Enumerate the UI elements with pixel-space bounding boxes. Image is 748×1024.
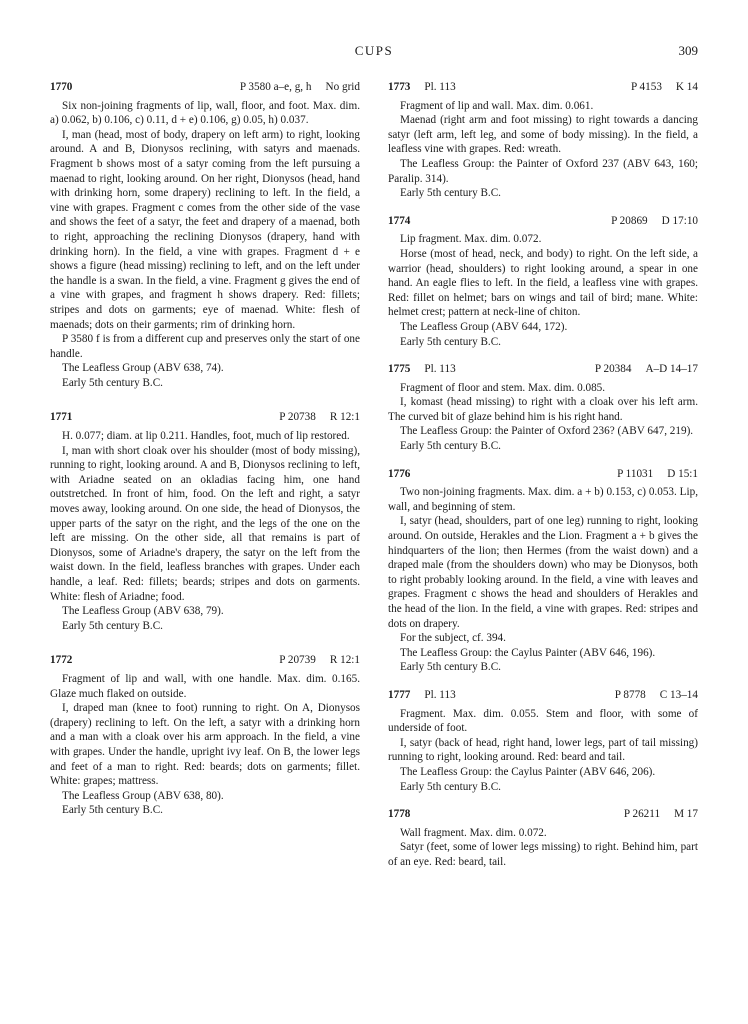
description: Maenad (right arm and foot missing) to right towards a dancing satyr (left arm, left leg, and some of body missing). In the field, a leafless vine with grapes. Red: wreath. [388, 114, 698, 156]
description: Satyr (feet, some of lower legs missing) to right. Behind him, part of an eye. Red: beard, tail. [388, 841, 698, 868]
entry-heading [388, 362, 698, 377]
inventory-number: P 11031 [617, 467, 654, 480]
catalogue-entry-1776 [388, 467, 698, 675]
description: I, draped man (knee to foot) running to right. On A, Dionysos (drapery) reclining to left. On the left, a satyr with a drinking horn and a man with a cloak over his arm approach. In the field, a vine with grapes. Under the handle, upright ivy leaf. On B, the lower legs and feet of a man to right. Red: beards; dots on garments; fillet. White: grapes; mattress. [50, 702, 360, 788]
description: I, komast (head missing) to right with a cloak over his left arm. The curved bit of glaze behind him is his right hand. [388, 396, 698, 423]
entry-number: 1777 [388, 688, 411, 701]
catalogue-entry-1774 [388, 214, 698, 349]
entry-heading [388, 807, 698, 822]
grid-reference: D 15:1 [667, 467, 698, 480]
inventory-number: P 4153 [630, 81, 662, 93]
description: Horse (most of head, neck, and body) to right. On the left side, a warrior (head, shoulders) to right looking around, a spear in one hand. An eagle flies to left. In the field, a leafless vine with grapes. Red: fillet on helmet; bars on wings and tail of bird; mane. White: helmet crest; pattern at neck-line of chiton. [388, 247, 698, 319]
grid-reference: No grid [325, 81, 360, 93]
entry-number: 1776 [388, 467, 411, 480]
grid-reference: M 17 [674, 808, 698, 821]
date: Early 5th century B.C. [62, 804, 163, 817]
description: I, man with short cloak over his shoulder (most of body missing), running to right, looking around. A and B, Dionysos reclining to left, with Ariadne seated on an okladias facing him, one hand outstretched. In front of him, food. On the left and right, a satyr moves away, looking around. On one side, the head of Dionysos, the upper parts of the satyr on the right, and the legs of the one on the left are missing. On the other side, all that remains is part of Dionysos, some of Ariadne's drapery, the satyr on the left from the waist down. In the field, leafless branches with grapes. Under each handle, a leaf. Red: fillets; beards; stripes and dots on garments. White: flesh of Ariadne; food. [50, 444, 360, 603]
date: Early 5th century B.C. [62, 376, 163, 389]
description: Fragment of floor and stem. Max. dim. 0.085. [400, 381, 606, 394]
date: Early 5th century B.C. [400, 335, 501, 348]
running-head [50, 44, 698, 62]
date: Early 5th century B.C. [62, 619, 163, 632]
attribution: The Leafless Group (ABV 638, 74). [62, 362, 224, 375]
grid-reference: R 12:1 [329, 411, 360, 424]
inventory-number: P 20738 [279, 411, 316, 424]
catalogue-entry-1772 [50, 653, 360, 818]
entry-heading [50, 80, 360, 95]
entry-number: 1772 [50, 654, 73, 667]
entry-number: 1770 [50, 81, 73, 93]
inventory-number: P 20869 [611, 214, 648, 227]
page-title: CUPS [354, 43, 394, 58]
date: Early 5th century B.C. [400, 780, 501, 793]
description: Lip fragment. Max. dim. 0.072. [400, 233, 542, 246]
entry-number: 1773 [388, 81, 411, 93]
catalogue-entry-1778 [388, 807, 698, 869]
catalogue-entry-1773 [388, 80, 698, 201]
page-number: 309 [678, 43, 698, 58]
plate-reference: Pl. 113 [424, 688, 456, 701]
inventory-number: P 8778 [614, 688, 646, 701]
attribution: The Leafless Group: the Painter of Oxford 237 (ABV 643, 160; Paralip. 314). [388, 157, 698, 185]
attribution: The Leafless Group: the Painter of Oxford 236? (ABV 647, 219). [400, 425, 694, 438]
entry-number: 1774 [388, 214, 411, 227]
inventory-number: P 20384 [594, 363, 632, 376]
date: Early 5th century B.C. [400, 661, 501, 674]
description: I, man (head, most of body, drapery on left arm) to right, looking around. A and B, Dionysos reclining, with satyrs and maenads. Fragment b shows most of a satyr coming from the left pursuing a maenad to right, looking around. On her right, Dionysos (head, hand with drinking horn, some drapery) reclining to left. In the field, a vine with grapes. Fragment c comes from the other side of the vase and shows the feet of a satyr, the feet and drapery of a maenad, both to right, approaching the reclining Dionysos (drapery, hand with drinking horn). In the field, a vine with grapes. Fragment d + e shows a figure (head missing) reclining to left, and on the left under the handle is a swan. In the field, a vine. Fragment g gives the end of a vine with grapes, and fragment h shows drapery. Red: fillets; stripes and dots on garments; eye of maenad. White: flesh of maenads; dots on their garments; rim of drinking horn. [50, 128, 360, 331]
plate-reference: Pl. 113 [424, 363, 456, 376]
description: P 3580 f is from a different cup and preserves only the start of one handle. [50, 333, 360, 360]
entry-number: 1771 [50, 411, 73, 424]
grid-reference: D 17:10 [661, 214, 698, 227]
inventory-number: P 3580 a–e, g, h [239, 81, 312, 93]
description: Fragment of lip and wall, with one handle. Max. dim. 0.165. Glaze much flaked on outside. [50, 672, 360, 700]
plate-reference: Pl. 113 [424, 81, 456, 93]
description: Six non-joining fragments of lip, wall, floor, and foot. Max. dim. a) 0.062, b) 0.106, c) 0.11, d + e) 0.106, g) 0.05, h) 0.037. [50, 99, 360, 127]
date: Early 5th century B.C. [400, 440, 501, 453]
attribution: The Leafless Group (ABV 638, 79). [62, 605, 224, 618]
entry-heading [388, 467, 698, 482]
description: Fragment. Max. dim. 0.055. Stem and floor, with some of underside of foot. [388, 707, 698, 735]
grid-reference: R 12:1 [329, 654, 360, 667]
inventory-number: P 26211 [623, 808, 661, 821]
grid-reference: C 13–14 [659, 688, 698, 701]
catalogue-entry-1770 [50, 80, 360, 390]
attribution: The Leafless Group: the Caylus Painter (ABV 646, 206). [400, 765, 656, 778]
grid-reference: K 14 [675, 81, 698, 93]
description: I, satyr (back of head, right hand, lower legs, part of tail missing) running to right, looking around. Red: beard and tail. [388, 736, 698, 764]
date: Early 5th century B.C. [400, 187, 501, 200]
attribution: The Leafless Group (ABV 644, 172). [400, 320, 568, 333]
entry-heading [388, 80, 698, 95]
right-column [388, 80, 698, 883]
description: Fragment of lip and wall. Max. dim. 0.061. [400, 99, 594, 112]
attribution: The Leafless Group (ABV 638, 80). [62, 789, 224, 802]
entry-heading [388, 214, 698, 229]
attribution: The Leafless Group: the Caylus Painter (ABV 646, 196). [400, 646, 656, 659]
inventory-number: P 20739 [279, 654, 316, 667]
grid-reference: A–D 14–17 [645, 363, 698, 376]
entry-number: 1778 [388, 808, 411, 821]
description: I, satyr (head, shoulders, part of one leg) running to right, looking around. On outside, Herakles and the Lion. Fragment a + b gives the hindquarters of the lion; then Hermes (from the waist down) and a draped male (from the shoulders down) who may be Dionysos, both to right probably looking around. In the field, a vine with leaves and grapes. Fragment c shows the head and shoulders of Herakles and the head of the lion. In the field, a vine with grapes. Red: stripes and dots on drapery. [388, 515, 698, 630]
catalogue-entry-1771 [50, 410, 360, 633]
entry-heading [50, 410, 360, 425]
description: Wall fragment. Max. dim. 0.072. [400, 826, 547, 839]
entry-heading [50, 653, 360, 668]
description: Two non-joining fragments. Max. dim. a + b) 0.153, c) 0.053. Lip, wall, and beginning of stem. [388, 486, 698, 513]
catalogue-entry-1775 [388, 362, 698, 454]
cross-reference: For the subject, cf. 394. [400, 632, 506, 645]
entry-heading [388, 688, 698, 703]
entry-number: 1775 [388, 363, 411, 376]
left-column [50, 80, 360, 831]
catalogue-entry-1777 [388, 688, 698, 794]
description: H. 0.077; diam. at lip 0.211. Handles, foot, much of lip restored. [62, 430, 350, 443]
